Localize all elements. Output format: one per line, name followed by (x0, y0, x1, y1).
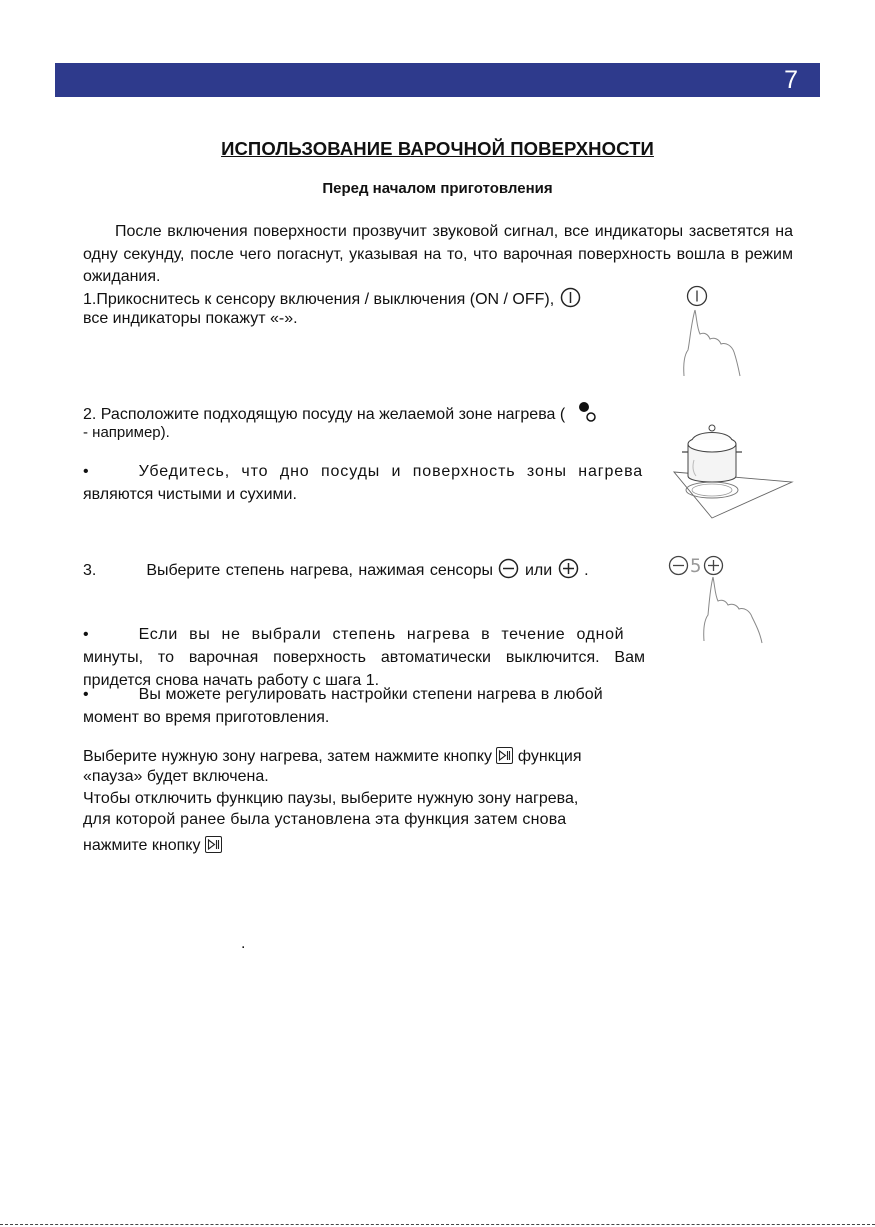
play-pause-icon (496, 747, 513, 764)
cooking-zone-icon (576, 401, 598, 423)
bullet-mark: • (83, 463, 89, 480)
power-icon (560, 287, 581, 308)
step2-bullet-line1 (83, 463, 643, 481)
pause-text: нажмите кнопку (83, 837, 201, 854)
step1-line1 (83, 287, 582, 309)
step2-text: 2. Расположите подходящую посуду на желаемой зоне нагрева ( (83, 406, 566, 423)
header-bar (55, 63, 820, 97)
minus-icon (668, 555, 689, 576)
bullet-mark: • (83, 626, 89, 643)
bullet-mark: • (83, 686, 89, 703)
intro-paragraph (83, 221, 793, 289)
pause-line2: «пауза» будет включена. (83, 768, 269, 785)
step3-end: . (584, 562, 589, 579)
step1-text: 1.Прикоснитесь к сенсору включения / выключения (ON / OFF), (83, 291, 555, 308)
play-pause-icon (205, 836, 222, 853)
page-title: ИСПОЛЬЗОВАНИЕ ВАРОЧНОЙ ПОВЕРХНОСТИ (221, 138, 654, 159)
bottom-rule (0, 1224, 875, 1226)
pot-on-hob-icon (672, 412, 802, 522)
bullet-text: Если вы не выбрали степень нагрева в течение одной (138, 626, 625, 643)
section-subtitle: Перед началом приготовления (322, 180, 553, 197)
pause-line5 (83, 836, 222, 855)
step1-line2: все индикаторы покажут «-». (83, 310, 298, 327)
pause-text: функция (517, 748, 582, 765)
minus-icon (498, 558, 519, 579)
page-number: 7 (784, 66, 798, 94)
step2-line1 (83, 401, 599, 424)
hand-touch-icon (698, 571, 778, 651)
intro-text: После включения поверхности прозвучит звуковой сигнал, все индикаторы засветятся на одну секунду, после чего погаснут, указывая на то, что варочная поверхность вошла в режим ожидания. (83, 223, 793, 285)
plus-icon (558, 558, 579, 579)
step3-number: 3. (83, 562, 97, 579)
step3-text: Выберите степень нагрева, нажимая сенсоры (146, 562, 494, 579)
stray-dot: . (241, 935, 246, 952)
pause-line3: Чтобы отключить функцию паузы, выберите нужную зону нагрева, (83, 790, 579, 807)
bullet-text: Убедитесь, что дно посуды и поверхность зоны нагрева (138, 463, 644, 480)
step2-line2: - например). (83, 424, 170, 441)
display-digit: 5 (690, 555, 702, 577)
bullet1-line1 (83, 626, 624, 644)
bullet2-line2: момент во время приготовления. (83, 709, 330, 726)
pause-text: Выберите нужную зону нагрева, затем нажмите кнопку (83, 748, 493, 765)
pause-line1 (83, 747, 582, 766)
bullet1-rest: минуты, то варочная поверхность автоматически выключится. Вам придется снова начать работу с шага 1. (83, 649, 645, 689)
heat-level-control-illustration (668, 555, 778, 650)
step3-line (83, 558, 589, 580)
bullet2-line1 (83, 686, 603, 704)
pause-line4: для которой ранее была установлена эта функция затем снова (83, 811, 567, 828)
step3-or: или (524, 562, 553, 579)
bullet-text: Вы можете регулировать настройки степени нагрева в любой (138, 686, 603, 703)
step2-bullet-line2: являются чистыми и сухими. (83, 486, 297, 503)
hand-touch-icon (670, 284, 750, 379)
